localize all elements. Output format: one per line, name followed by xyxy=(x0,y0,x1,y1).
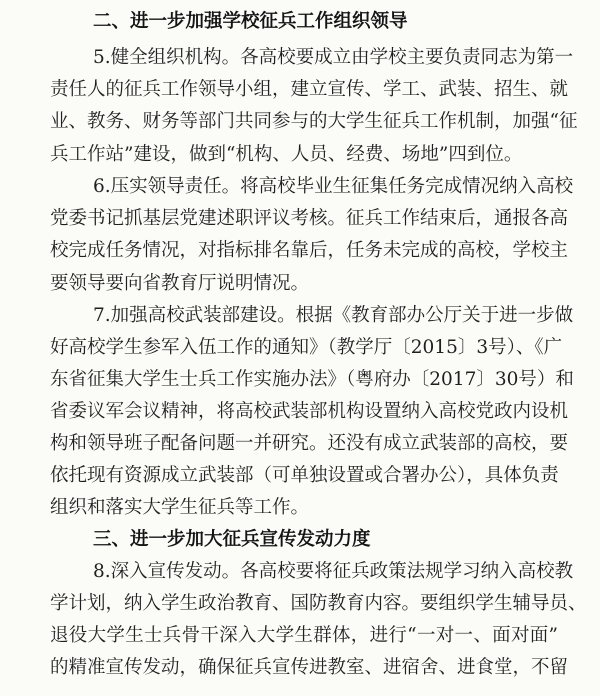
paragraph-line: 的精准宣传发动，确保征兵宣传进教室、进宿舍、进食堂，不留 xyxy=(50,657,569,678)
paragraph-line: 8.深入宣传发动。各高校要将征兵政策法规学习纳入高校教 xyxy=(93,561,574,582)
paragraph-line: 6.压实领导责任。将高校毕业生征集任务完成情况纳入高校 xyxy=(93,176,574,197)
paragraph-line: 退役大学生士兵骨干深入大学生群体，进行“一对一、面对面” xyxy=(50,625,558,646)
section-heading: 二、进一步加强学校征兵工作组织领导 xyxy=(93,11,408,32)
paragraph-line: 7.加强高校武装部建设。根据《教育部办公厅关于进一步做 xyxy=(93,305,574,326)
paragraph-line: 要领导要向省教育厅说明情况。 xyxy=(50,273,310,294)
paragraph-line: 责任人的征兵工作领导小组，建立宣传、学工、武装、招生、就 xyxy=(50,79,569,100)
paragraph-line: 好高校学生参军入伍工作的通知》（教学厅〔2015〕3号）、《广 xyxy=(50,337,563,358)
paragraph-line: 党委书记抓基层党建述职评议考核。征兵工作结束后，通报各高 xyxy=(50,208,569,229)
paragraph-line: 依托现有资源成立武装部（可单独设置或合署办公），具体负责 xyxy=(50,465,559,486)
paragraph-line: 校完成任务情况，对指标排名靠后，任务未完成的高校，学校主 xyxy=(50,240,569,261)
paragraph-line: 兵工作站”建设，做到“机构、人员、经费、场地”四到位。 xyxy=(50,144,523,165)
paragraph-line: 5.健全组织机构。各高校要成立由学校主要负责同志为第一 xyxy=(93,47,574,68)
paragraph-line: 组织和落实大学生征兵等工作。 xyxy=(50,497,310,518)
paragraph-line: 构和领导班子配备问题一并研究。还没有成立武装部的高校，要 xyxy=(50,433,569,454)
paragraph-line: 省委议军会议精神，将高校武装部机构设置纳入高校党政内设机 xyxy=(50,401,569,422)
paragraph-line: 东省征集大学生士兵工作实施办法》（粤府办〔2017〕30号）和 xyxy=(50,369,574,390)
paragraph-line: 业、教务、财务等部门共同参与的大学生征兵工作机制，加强“征 xyxy=(50,111,578,132)
paragraph-line: 学计划，纳入学生政治教育、国防教育内容。要组织学生辅导员、 xyxy=(50,593,587,614)
section-heading: 三、进一步加大征兵宣传发动力度 xyxy=(93,529,371,550)
